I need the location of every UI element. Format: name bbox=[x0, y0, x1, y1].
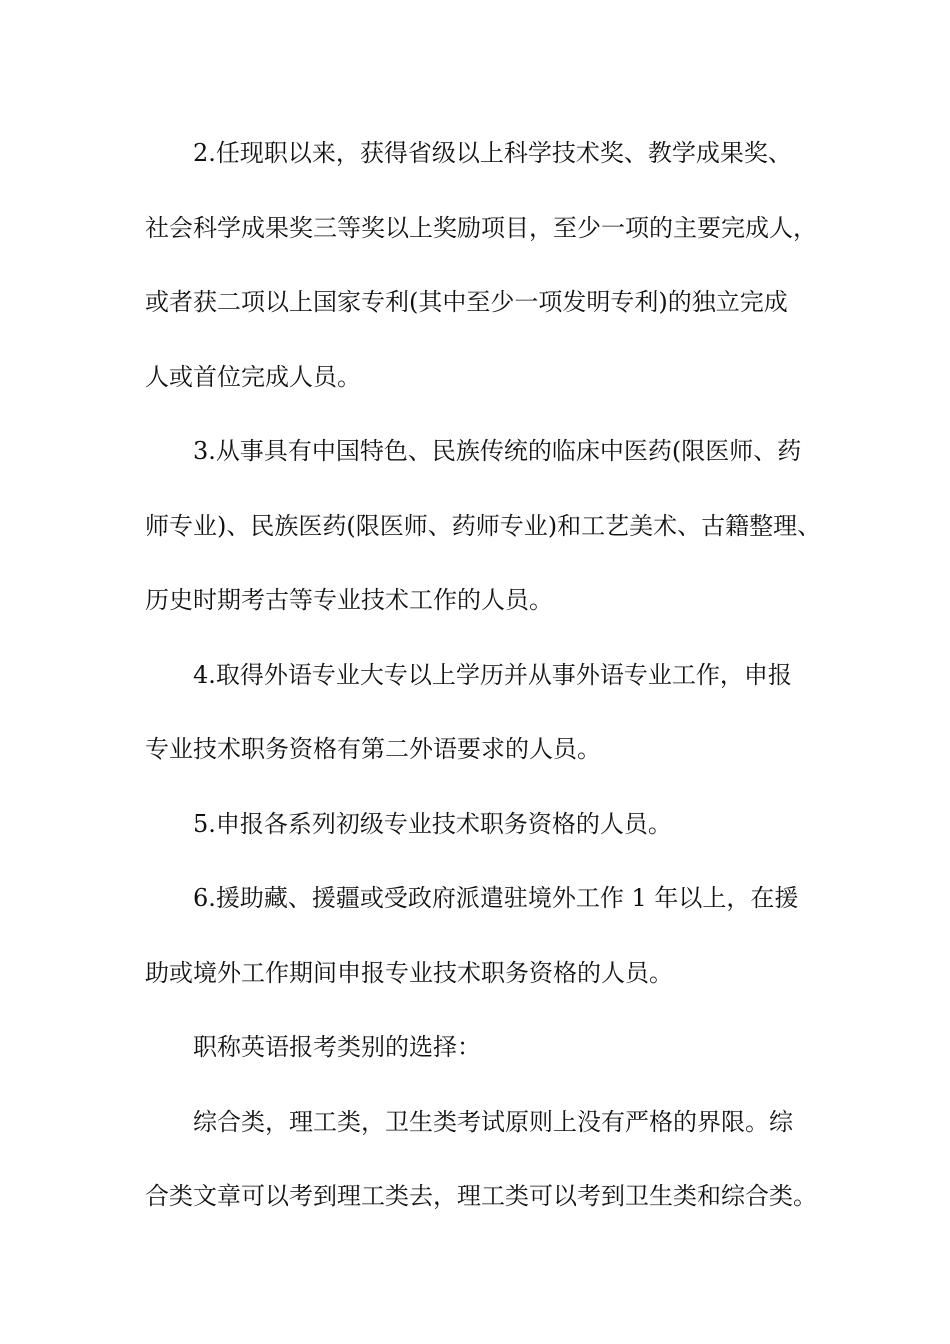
text-line: 社会科学成果奖三等奖以上奖励项目，至少一项的主要完成人， bbox=[145, 213, 817, 242]
text-line-item-6-start: 6.援助藏、援疆或受政府派遣驻境外工作 1 年以上，在援 bbox=[193, 884, 799, 912]
section-heading-english-exam: 职称英语报考类别的选择： bbox=[193, 1033, 481, 1061]
text-line-paragraph-start: 综合类，理工类，卫生类考试原则上没有严格的界限。综 bbox=[193, 1107, 793, 1136]
text-line-item-2-start: 2.任现职以来，获得省级以上科学技术奖、教学成果奖、 bbox=[193, 139, 792, 167]
text-line-item-5: 5.申报各系列初级专业技术职务资格的人员。 bbox=[193, 809, 672, 838]
text-line: 专业技术职务资格有第二外语要求的人员。 bbox=[145, 735, 601, 763]
text-line: 师专业)、民族医药(限医师、药师专业)和工艺美术、古籍整理、 bbox=[145, 511, 822, 540]
text-line: 或者获二项以上国家专利(其中至少一项发明专利)的独立完成 bbox=[145, 288, 788, 316]
document-body bbox=[145, 130, 822, 1248]
text-line: 人或首位完成人员。 bbox=[145, 362, 361, 391]
text-line: 合类文章可以考到理工类去，理工类可以考到卫生类和综合类。 bbox=[145, 1182, 817, 1210]
text-line: 助或境外工作期间申报专业技术职务资格的人员。 bbox=[145, 958, 673, 987]
text-line-item-4-start: 4.取得外语专业大专以上学历并从事外语专业工作，申报 bbox=[193, 660, 792, 689]
text-line: 历史时期考古等专业技术工作的人员。 bbox=[145, 586, 553, 614]
text-line-item-3-start: 3.从事具有中国特色、民族传统的临床中医药(限医师、药 bbox=[193, 437, 802, 465]
